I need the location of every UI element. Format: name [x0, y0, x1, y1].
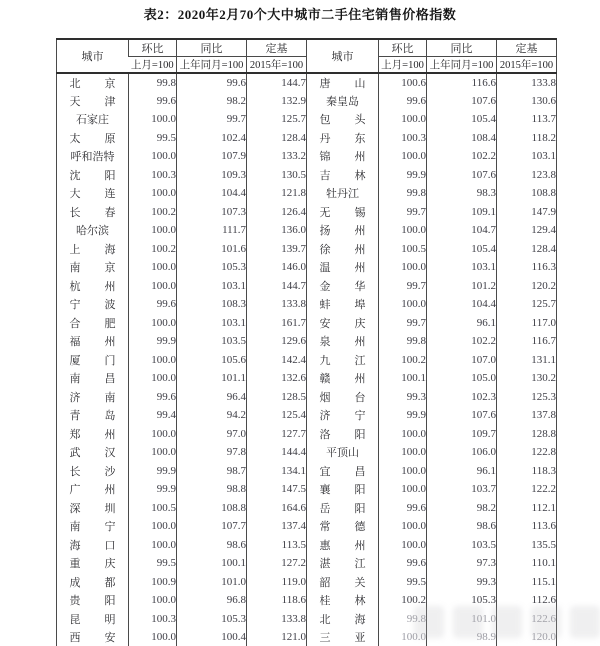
city-cell: 西 安	[69, 631, 116, 644]
value-cell: 112.1	[497, 499, 557, 518]
value-cell: 130.2	[497, 369, 557, 388]
city-cell: 长 沙	[69, 465, 116, 478]
city-cell: 宁 波	[69, 299, 116, 312]
city-cell: 泉 州	[307, 332, 379, 351]
table-row	[57, 203, 557, 222]
value-cell: 100.0	[129, 517, 177, 536]
city-cell: 南 京	[69, 262, 116, 275]
value-cell: 99.8	[379, 184, 427, 203]
value-cell: 100.0	[379, 443, 427, 462]
value-cell: 96.8	[177, 591, 247, 610]
value-cell: 99.6	[379, 92, 427, 111]
value-cell: 125.7	[497, 295, 557, 314]
value-cell: 109.7	[427, 425, 497, 444]
value-cell: 110.1	[497, 554, 557, 573]
value-cell: 99.7	[379, 314, 427, 333]
value-cell: 107.7	[177, 517, 247, 536]
value-cell: 101.2	[427, 277, 497, 296]
value-cell: 104.7	[427, 221, 497, 240]
value-cell: 100.2	[129, 240, 177, 259]
value-cell: 102.3	[427, 388, 497, 407]
value-cell: 100.0	[129, 591, 177, 610]
value-cell: 99.6	[129, 295, 177, 314]
city-cell: 吉 林	[307, 166, 379, 185]
value-cell: 100.6	[379, 73, 427, 92]
value-cell: 100.0	[129, 628, 177, 646]
value-cell: 100.0	[379, 425, 427, 444]
value-cell: 108.8	[177, 499, 247, 518]
value-cell: 130.6	[497, 92, 557, 111]
value-cell: 116.6	[427, 73, 497, 92]
value-cell: 127.2	[247, 554, 307, 573]
city-cell: 济 宁	[307, 406, 379, 425]
table-row	[57, 388, 557, 407]
value-cell: 96.4	[177, 388, 247, 407]
table-row	[57, 573, 557, 592]
city-cell: 岳 阳	[307, 499, 379, 518]
value-cell: 99.5	[129, 129, 177, 148]
table-row	[57, 406, 557, 425]
value-cell: 107.0	[427, 351, 497, 370]
city-cell: 包 头	[307, 110, 379, 129]
value-cell: 108.8	[497, 184, 557, 203]
column-header-yoy-left: 同比	[177, 39, 247, 57]
table-row	[57, 499, 557, 518]
value-cell: 100.2	[379, 591, 427, 610]
value-cell: 137.4	[247, 517, 307, 536]
value-cell: 103.1	[177, 277, 247, 296]
value-cell: 102.4	[177, 129, 247, 148]
city-cell: 洛 阳	[307, 425, 379, 444]
value-cell: 99.4	[129, 406, 177, 425]
value-cell: 105.6	[177, 351, 247, 370]
value-cell: 105.3	[177, 610, 247, 629]
value-cell: 120.0	[497, 628, 557, 646]
city-cell: 扬 州	[307, 221, 379, 240]
value-cell: 125.4	[247, 406, 307, 425]
table-row	[57, 351, 557, 370]
value-cell: 99.7	[177, 110, 247, 129]
city-cell: 桂 林	[307, 591, 379, 610]
value-cell: 97.0	[177, 425, 247, 444]
value-cell: 112.6	[497, 591, 557, 610]
value-cell: 121.0	[247, 628, 307, 646]
value-cell: 127.7	[247, 425, 307, 444]
city-cell: 上 海	[69, 243, 116, 256]
value-cell: 133.8	[247, 295, 307, 314]
city-cell: 成 都	[69, 576, 116, 589]
table-header	[57, 39, 557, 73]
value-cell: 100.0	[379, 517, 427, 536]
value-cell: 121.8	[247, 184, 307, 203]
city-cell: 沈 阳	[69, 169, 116, 182]
value-cell: 128.4	[247, 129, 307, 148]
value-cell: 99.3	[427, 573, 497, 592]
value-cell: 100.0	[129, 221, 177, 240]
value-cell: 100.0	[379, 462, 427, 481]
value-cell: 134.1	[247, 462, 307, 481]
value-cell: 99.3	[379, 388, 427, 407]
value-cell: 98.3	[427, 184, 497, 203]
value-cell: 122.6	[497, 610, 557, 629]
value-cell: 103.5	[427, 536, 497, 555]
city-cell: 温 州	[307, 258, 379, 277]
value-cell: 100.5	[379, 240, 427, 259]
value-cell: 100.0	[129, 369, 177, 388]
city-cell: 呼和浩特	[70, 151, 115, 164]
value-cell: 101.1	[177, 369, 247, 388]
value-cell: 136.0	[247, 221, 307, 240]
value-cell: 100.0	[379, 480, 427, 499]
column-header-fixed-left: 定基	[247, 39, 307, 57]
value-cell: 99.9	[129, 332, 177, 351]
city-cell: 杭 州	[69, 280, 116, 293]
value-cell: 99.9	[129, 480, 177, 499]
table-row	[57, 258, 557, 277]
value-cell: 102.2	[427, 332, 497, 351]
value-cell: 97.8	[177, 443, 247, 462]
value-cell: 128.4	[497, 240, 557, 259]
value-cell: 164.6	[247, 499, 307, 518]
value-cell: 125.7	[247, 110, 307, 129]
value-cell: 116.3	[497, 258, 557, 277]
table-row	[57, 184, 557, 203]
value-cell: 100.2	[129, 203, 177, 222]
value-cell: 109.3	[177, 166, 247, 185]
value-cell: 100.0	[379, 221, 427, 240]
value-cell: 99.9	[129, 462, 177, 481]
value-cell: 128.8	[497, 425, 557, 444]
city-cell: 徐 州	[307, 240, 379, 259]
city-cell: 常 德	[307, 517, 379, 536]
value-cell: 144.4	[247, 443, 307, 462]
value-cell: 137.8	[497, 406, 557, 425]
table-row	[57, 554, 557, 573]
city-cell: 重 庆	[69, 558, 116, 571]
value-cell: 99.5	[129, 554, 177, 573]
subheader-fixed-left: 2015年=100	[247, 57, 307, 74]
value-cell: 98.2	[177, 92, 247, 111]
value-cell: 99.5	[379, 573, 427, 592]
value-cell: 100.3	[379, 129, 427, 148]
value-cell: 135.5	[497, 536, 557, 555]
value-cell: 108.3	[177, 295, 247, 314]
city-cell: 宜 昌	[307, 462, 379, 481]
value-cell: 98.7	[177, 462, 247, 481]
value-cell: 96.1	[427, 462, 497, 481]
value-cell: 98.6	[427, 517, 497, 536]
table-row	[57, 92, 557, 111]
value-cell: 107.6	[427, 166, 497, 185]
value-cell: 100.0	[129, 184, 177, 203]
value-cell: 101.0	[177, 573, 247, 592]
value-cell: 146.0	[247, 258, 307, 277]
table-row	[57, 147, 557, 166]
city-cell: 湛 江	[307, 554, 379, 573]
city-cell: 郑 州	[69, 428, 116, 441]
subheader-mom-left: 上月=100	[129, 57, 177, 74]
value-cell: 99.7	[379, 277, 427, 296]
value-cell: 100.0	[129, 536, 177, 555]
value-cell: 106.0	[427, 443, 497, 462]
value-cell: 100.0	[129, 110, 177, 129]
value-cell: 104.4	[427, 295, 497, 314]
value-cell: 113.7	[497, 110, 557, 129]
value-cell: 105.3	[177, 258, 247, 277]
value-cell: 113.6	[497, 517, 557, 536]
value-cell: 99.7	[379, 203, 427, 222]
value-cell: 99.8	[379, 332, 427, 351]
value-cell: 99.6	[379, 554, 427, 573]
value-cell: 103.1	[427, 258, 497, 277]
column-header-city-right: 城市	[307, 39, 379, 73]
city-cell: 三 亚	[307, 628, 379, 646]
value-cell: 133.8	[247, 610, 307, 629]
table-row	[57, 277, 557, 296]
value-cell: 131.1	[497, 351, 557, 370]
table-row	[57, 332, 557, 351]
city-cell: 惠 州	[307, 536, 379, 555]
value-cell: 103.1	[177, 314, 247, 333]
city-cell: 石家庄	[76, 114, 109, 127]
value-cell: 123.8	[497, 166, 557, 185]
value-cell: 147.5	[247, 480, 307, 499]
value-cell: 100.0	[379, 536, 427, 555]
city-cell: 昆 明	[69, 613, 116, 626]
city-cell: 福 州	[69, 336, 116, 349]
table-row	[57, 221, 557, 240]
city-cell: 九 江	[307, 351, 379, 370]
city-cell: 贵 阳	[69, 595, 116, 608]
column-header-fixed-right: 定基	[497, 39, 557, 57]
table-row	[57, 517, 557, 536]
city-cell: 丹 东	[307, 129, 379, 148]
city-cell: 烟 台	[307, 388, 379, 407]
table-row	[57, 628, 557, 646]
value-cell: 98.6	[177, 536, 247, 555]
city-cell: 平顶山	[307, 443, 379, 462]
value-cell: 100.0	[379, 110, 427, 129]
city-cell: 南 宁	[69, 521, 116, 534]
value-cell: 103.1	[497, 147, 557, 166]
value-cell: 99.6	[129, 388, 177, 407]
city-cell: 赣 州	[307, 369, 379, 388]
value-cell: 108.4	[427, 129, 497, 148]
city-cell: 金 华	[307, 277, 379, 296]
value-cell: 100.4	[177, 628, 247, 646]
value-cell: 144.7	[247, 73, 307, 92]
city-cell: 济 南	[69, 391, 116, 404]
value-cell: 99.6	[177, 73, 247, 92]
value-cell: 133.2	[247, 147, 307, 166]
value-cell: 105.4	[427, 110, 497, 129]
city-cell: 韶 关	[307, 573, 379, 592]
city-cell: 哈尔滨	[76, 225, 109, 238]
value-cell: 105.3	[427, 591, 497, 610]
city-cell: 锦 州	[307, 147, 379, 166]
city-cell: 北 京	[69, 77, 116, 90]
table-title: 表2：2020年2月70个大中城市二手住宅销售价格指数	[143, 7, 457, 22]
table-row	[57, 110, 557, 129]
table-row	[57, 314, 557, 333]
city-cell: 无 锡	[307, 203, 379, 222]
city-cell: 唐 山	[307, 73, 379, 92]
city-cell: 天 津	[69, 95, 116, 108]
value-cell: 129.6	[247, 332, 307, 351]
table-row	[57, 425, 557, 444]
value-cell: 119.0	[247, 573, 307, 592]
city-cell: 厦 门	[69, 354, 116, 367]
value-cell: 100.0	[129, 277, 177, 296]
value-cell: 96.1	[427, 314, 497, 333]
value-cell: 126.4	[247, 203, 307, 222]
value-cell: 100.9	[129, 573, 177, 592]
value-cell: 100.0	[379, 147, 427, 166]
table-row	[57, 240, 557, 259]
value-cell: 115.1	[497, 573, 557, 592]
value-cell: 100.0	[129, 147, 177, 166]
value-cell: 120.2	[497, 277, 557, 296]
value-cell: 125.3	[497, 388, 557, 407]
value-cell: 118.6	[247, 591, 307, 610]
city-cell: 牡丹江	[307, 184, 379, 203]
subheader-yoy-left: 上年同月=100	[177, 57, 247, 74]
value-cell: 122.2	[497, 480, 557, 499]
value-cell: 99.9	[379, 166, 427, 185]
value-cell: 104.4	[177, 184, 247, 203]
city-cell: 秦皇岛	[307, 92, 379, 111]
subheader-yoy-right: 上年同月=100	[427, 57, 497, 74]
value-cell: 133.8	[497, 73, 557, 92]
value-cell: 99.6	[379, 499, 427, 518]
value-cell: 101.6	[177, 240, 247, 259]
value-cell: 100.2	[379, 351, 427, 370]
table-row	[57, 443, 557, 462]
value-cell: 100.0	[379, 628, 427, 646]
value-cell: 139.7	[247, 240, 307, 259]
value-cell: 100.3	[129, 610, 177, 629]
value-cell: 142.4	[247, 351, 307, 370]
city-cell: 蚌 埠	[307, 295, 379, 314]
value-cell: 111.7	[177, 221, 247, 240]
table-row	[57, 536, 557, 555]
value-cell: 99.9	[379, 406, 427, 425]
city-cell: 深 圳	[69, 502, 116, 515]
value-cell: 105.4	[427, 240, 497, 259]
city-cell: 北 海	[307, 610, 379, 629]
value-cell: 98.8	[177, 480, 247, 499]
value-cell: 107.3	[177, 203, 247, 222]
city-cell: 太 原	[69, 132, 116, 145]
value-cell: 94.2	[177, 406, 247, 425]
value-cell: 103.5	[177, 332, 247, 351]
city-cell: 长 春	[69, 206, 116, 219]
column-header-mom-left: 环比	[129, 39, 177, 57]
city-cell: 青 岛	[69, 410, 116, 423]
city-cell: 南 昌	[69, 373, 116, 386]
table-row	[57, 166, 557, 185]
city-cell: 安 庆	[307, 314, 379, 333]
value-cell: 122.8	[497, 443, 557, 462]
table-row	[57, 480, 557, 499]
subheader-fixed-right: 2015年=100	[497, 57, 557, 74]
value-cell: 100.0	[129, 258, 177, 277]
table-row	[57, 610, 557, 629]
value-cell: 99.8	[379, 610, 427, 629]
value-cell: 100.0	[379, 295, 427, 314]
column-header-city-left: 城市	[81, 51, 104, 63]
value-cell: 113.5	[247, 536, 307, 555]
value-cell: 101.0	[427, 610, 497, 629]
value-cell: 118.3	[497, 462, 557, 481]
value-cell: 116.7	[497, 332, 557, 351]
table-body	[57, 73, 557, 646]
value-cell: 102.2	[427, 147, 497, 166]
value-cell: 99.8	[129, 73, 177, 92]
value-cell: 100.0	[129, 443, 177, 462]
value-cell: 128.5	[247, 388, 307, 407]
city-cell: 大 连	[69, 188, 116, 201]
value-cell: 107.6	[427, 92, 497, 111]
value-cell: 109.1	[427, 203, 497, 222]
table-row	[57, 73, 557, 92]
value-cell: 100.0	[379, 258, 427, 277]
table-row	[57, 129, 557, 148]
value-cell: 144.7	[247, 277, 307, 296]
value-cell: 100.3	[129, 166, 177, 185]
value-cell: 100.0	[129, 351, 177, 370]
value-cell: 132.6	[247, 369, 307, 388]
table-row	[57, 462, 557, 481]
value-cell: 117.0	[497, 314, 557, 333]
table-row	[57, 591, 557, 610]
value-cell: 147.9	[497, 203, 557, 222]
city-cell: 合 肥	[69, 317, 116, 330]
column-header-yoy-right: 同比	[427, 39, 497, 57]
value-cell: 100.0	[129, 314, 177, 333]
city-cell: 广 州	[69, 484, 116, 497]
value-cell: 161.7	[247, 314, 307, 333]
value-cell: 100.0	[129, 425, 177, 444]
value-cell: 98.2	[427, 499, 497, 518]
value-cell: 97.3	[427, 554, 497, 573]
subheader-mom-right: 上月=100	[379, 57, 427, 74]
column-header-mom-right: 环比	[379, 39, 427, 57]
value-cell: 98.9	[427, 628, 497, 646]
table-row	[57, 295, 557, 314]
value-cell: 130.5	[247, 166, 307, 185]
value-cell: 132.9	[247, 92, 307, 111]
value-cell: 100.5	[129, 499, 177, 518]
value-cell: 107.6	[427, 406, 497, 425]
value-cell: 129.4	[497, 221, 557, 240]
value-cell: 100.1	[177, 554, 247, 573]
value-cell: 118.2	[497, 129, 557, 148]
value-cell: 103.7	[427, 480, 497, 499]
value-cell: 107.9	[177, 147, 247, 166]
value-cell: 100.1	[379, 369, 427, 388]
value-cell: 105.0	[427, 369, 497, 388]
city-cell: 襄 阳	[307, 480, 379, 499]
price-index-table	[56, 38, 557, 646]
city-cell: 海 口	[69, 539, 116, 552]
value-cell: 99.6	[129, 92, 177, 111]
table-row	[57, 369, 557, 388]
city-cell: 武 汉	[69, 447, 116, 460]
